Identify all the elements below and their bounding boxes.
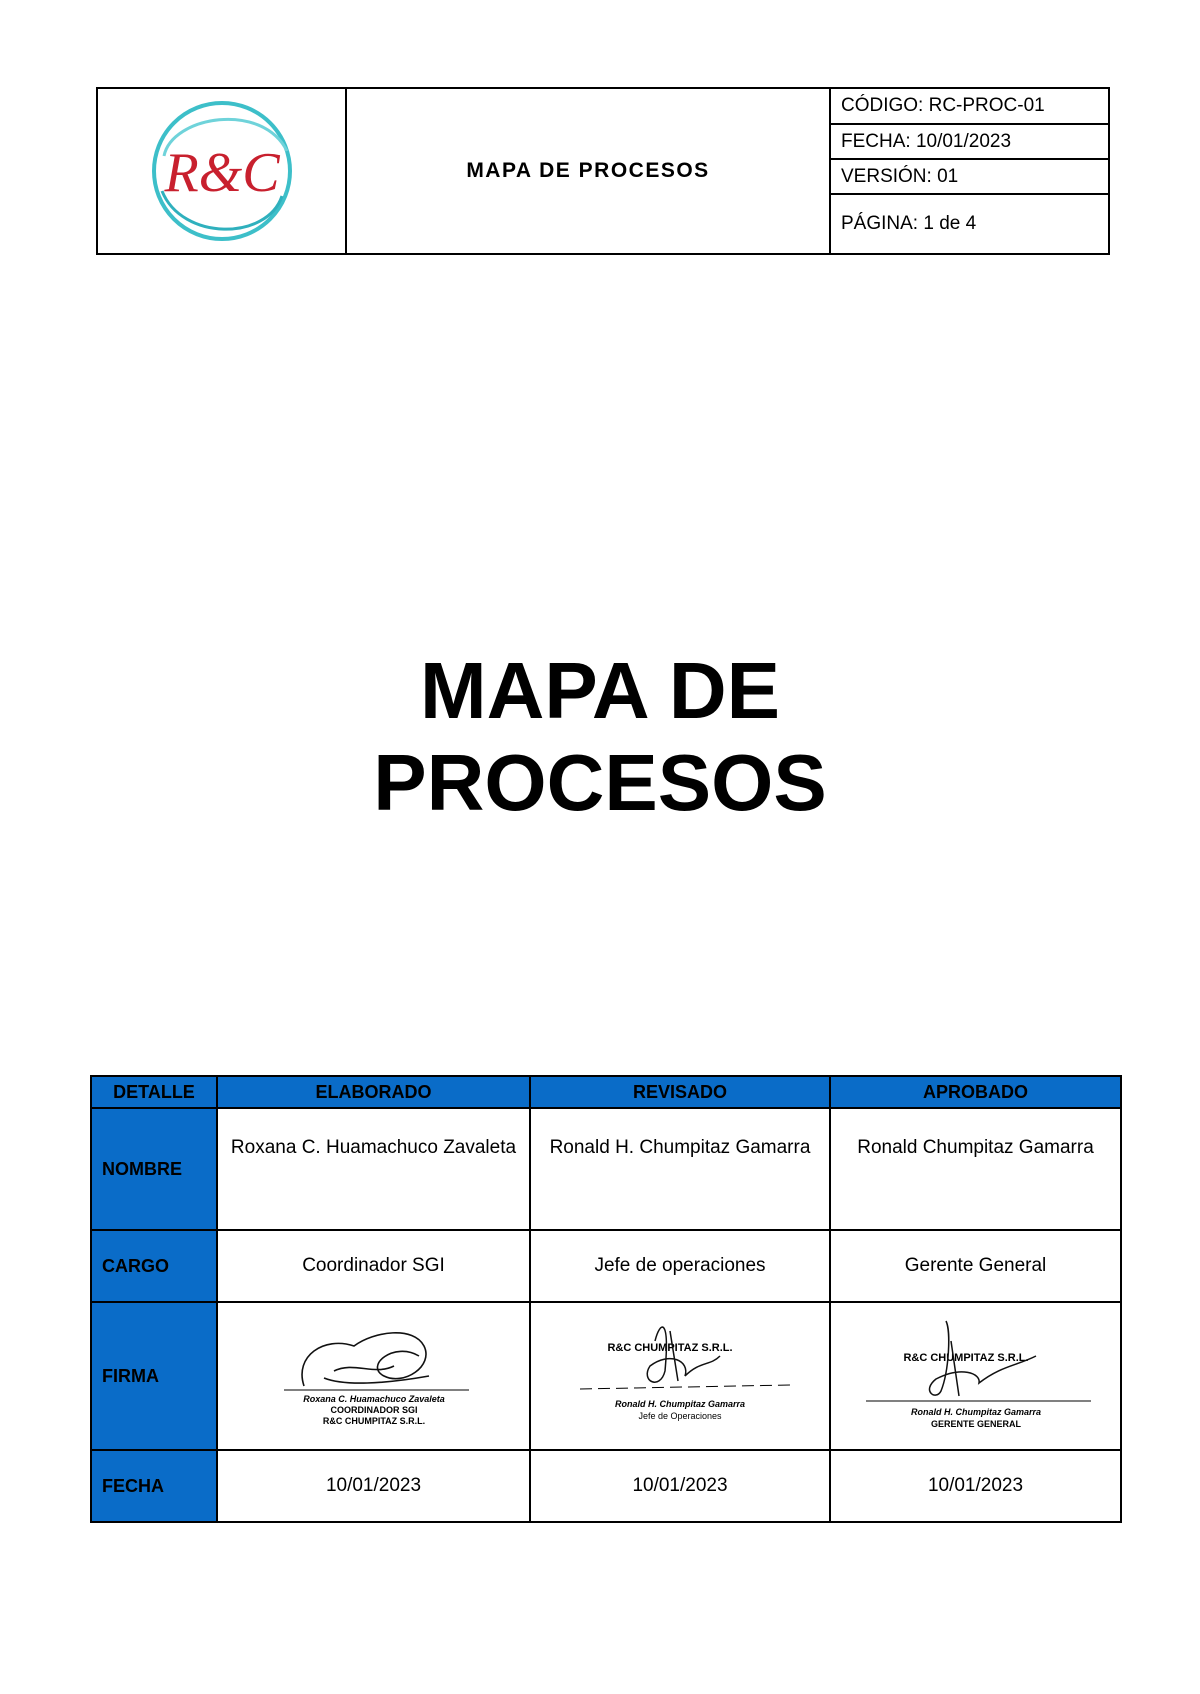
- elaborado-nombre: Roxana C. Huamachuco Zavaleta: [217, 1108, 530, 1230]
- aprobado-cargo: Gerente General: [830, 1230, 1121, 1302]
- aprobado-nombre: Ronald Chumpitaz Gamarra: [830, 1108, 1121, 1230]
- row-fecha: [91, 1450, 1121, 1522]
- revisado-fecha: 10/01/2023: [530, 1450, 830, 1522]
- svg-text:COORDINADOR SGI: COORDINADOR SGI: [329, 1405, 418, 1415]
- document-title: [0, 645, 1200, 829]
- elaborado-firma: [217, 1302, 530, 1450]
- elaborado-cargo: Coordinador SGI: [217, 1230, 530, 1302]
- elaborado-fecha: 10/01/2023: [217, 1450, 530, 1522]
- label-cargo: CARGO: [91, 1230, 217, 1302]
- revisado-signature-stamp: [560, 1311, 800, 1441]
- document-title-line1: MAPA DE: [420, 646, 780, 735]
- header-version: VERSIÓN: 01: [831, 160, 1108, 195]
- company-logo: [142, 96, 302, 246]
- document-header: [96, 87, 1110, 255]
- col-elaborado: ELABORADO: [217, 1076, 530, 1108]
- col-revisado: REVISADO: [530, 1076, 830, 1108]
- revisado-firma: [530, 1302, 830, 1450]
- row-nombre: [91, 1108, 1121, 1230]
- header-fecha: FECHA: 10/01/2023: [831, 125, 1108, 160]
- aprobado-firma: [830, 1302, 1121, 1450]
- elaborado-signature-stamp: [264, 1316, 484, 1436]
- label-fecha: FECHA: [91, 1450, 217, 1522]
- svg-text:Ronald H. Chumpitaz Gamarra: Ronald H. Chumpitaz Gamarra: [614, 1399, 746, 1409]
- svg-text:Jefe de Operaciones: Jefe de Operaciones: [638, 1411, 722, 1421]
- svg-text:GERENTE GENERAL: GERENTE GENERAL: [930, 1419, 1021, 1429]
- logo-cell: [98, 89, 347, 253]
- header-pagina: PÁGINA: 1 de 4: [841, 213, 977, 234]
- svg-text:R&C: R&C: [163, 142, 280, 204]
- col-detalle: DETALLE: [91, 1076, 217, 1108]
- header-meta: [831, 89, 1108, 253]
- header-title: MAPA DE PROCESOS: [347, 89, 831, 253]
- label-firma: FIRMA: [91, 1302, 217, 1450]
- document-title-line2: PROCESOS: [373, 738, 827, 827]
- revisado-cargo: Jefe de operaciones: [530, 1230, 830, 1302]
- row-cargo: [91, 1230, 1121, 1302]
- row-firma: [91, 1302, 1121, 1450]
- svg-text:Roxana C. Huamachuco Zavaleta: Roxana C. Huamachuco Zavaleta: [302, 1394, 445, 1404]
- aprobado-fecha: 10/01/2023: [830, 1450, 1121, 1522]
- svg-text:R&C CHUMPITAZ S.R.L.: R&C CHUMPITAZ S.R.L.: [607, 1342, 733, 1354]
- svg-text:R&C CHUMPITAZ S.R.L.: R&C CHUMPITAZ S.R.L.: [902, 1352, 1029, 1364]
- label-nombre: NOMBRE: [91, 1108, 217, 1230]
- svg-text:Ronald H. Chumpitaz Gamarra: Ronald H. Chumpitaz Gamarra: [910, 1407, 1041, 1417]
- approval-header-row: [91, 1076, 1121, 1108]
- revisado-nombre: Ronald H. Chumpitaz Gamarra: [530, 1108, 830, 1230]
- svg-text:R&C CHUMPITAZ S.R.L.: R&C CHUMPITAZ S.R.L.: [322, 1416, 425, 1426]
- approval-table: [90, 1075, 1122, 1523]
- header-codigo: CÓDIGO: RC-PROC-01: [831, 89, 1108, 125]
- aprobado-signature-stamp: [851, 1311, 1101, 1441]
- col-aprobado: APROBADO: [830, 1076, 1121, 1108]
